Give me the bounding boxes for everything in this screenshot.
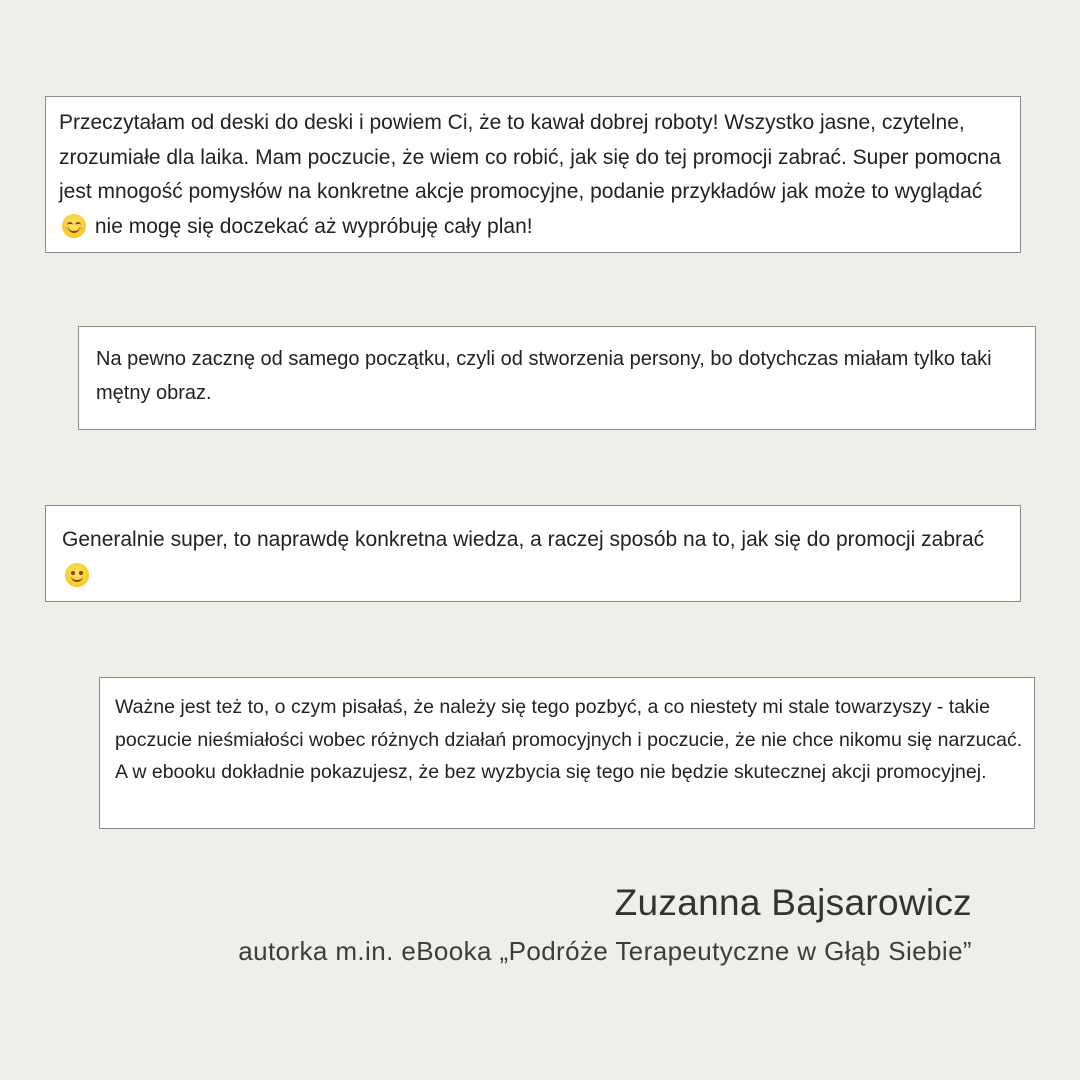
smiling-face-with-smiling-eyes-icon <box>62 214 86 238</box>
slightly-smiling-face-icon <box>65 563 89 587</box>
testimonial-text: Ważne jest też to, o czym pisałaś, że należy się tego pozbyć, a co niestety mi stale towarzyszy - takie poczucie nieśmiałości wobec różnych działań promocyjnych i poczucie, że nie chce nikomu się narzucać. A w ebooku dokładnie pokazujesz, że bez wyzbycia się tego nie będzie skutecznej akcji promocyjnej. <box>115 696 1023 783</box>
testimonial-card-2 <box>78 326 1036 430</box>
author-subtitle: autorka m.in. eBooka „Podróże Terapeutyczne w Głąb Siebie” <box>238 936 972 966</box>
testimonial-card-4 <box>99 677 1035 829</box>
testimonial-text: Przeczytałam od deski do deski i powiem Ci, że to kawał dobrej roboty! Wszystko jasne, czytelne, zrozumiałe dla laika. Mam poczucie, że wiem co robić, jak się do tej promocji zabrać. Super pomocna jest mnogość pomysłów na konkretne akcje promocyjne, podanie przykładów jak może to wyglądać nie mogę się doczekać aż wypróbuję cały plan! <box>59 111 1001 238</box>
author-name: Zuzanna Bajsarowicz <box>614 882 972 923</box>
testimonial-card-3 <box>45 505 1021 602</box>
testimonial-text: Na pewno zacznę od samego początku, czyli od stworzenia persony, bo dotychczas miałam tylko taki mętny obraz. <box>96 348 992 404</box>
testimonial-card-1 <box>45 96 1021 253</box>
testimonial-text: Generalnie super, to naprawdę konkretna wiedza, a raczej sposób na to, jak się do promocji zabrać <box>62 522 1006 593</box>
